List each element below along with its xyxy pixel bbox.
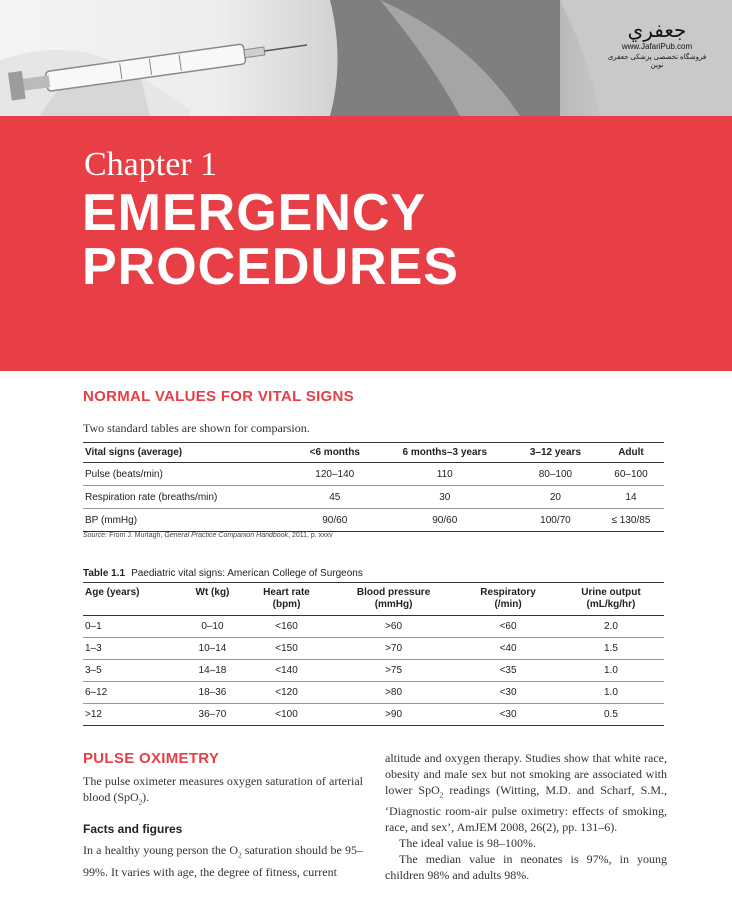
table-cell: >60 [329,616,458,638]
publisher-logo: جعفري [627,18,687,42]
column-header: 6 months–3 years [377,443,513,463]
table-cell: 90/60 [377,509,513,532]
table-cell: 14–18 [181,660,244,682]
table-cell: <120 [244,682,329,704]
table-cell: 120–140 [293,463,377,486]
table-cell: 0–10 [181,616,244,638]
table-cell: <60 [458,616,558,638]
source-page: , 2011, p. xxxv [288,532,333,539]
column-header-unit: (mL/kg/hr) [586,599,636,610]
vital-signs-table [83,442,664,532]
source-label: Source: [83,532,108,539]
publisher-tagline: فروشگاه تخصصی پزشکی جعفری نوین [607,54,707,69]
column-header: Adult [598,443,664,463]
header-photo [0,0,732,116]
column-header-line: Respiratory [480,587,536,598]
table-cell: 110 [377,463,513,486]
text-run: The pulse oximeter measures oxygen saturation of arterial blood (SpO [83,774,363,804]
publisher-watermark [602,20,712,69]
table-cell: >70 [329,638,458,660]
table-cell: <30 [458,682,558,704]
text-run: readings (Witting, M.D. and Scharf, S.M., ‘Diagnostic room-air pulse oximetry: effects of smoking, race, and sex’, AmJEM 2008, 26(2), pp. 131–6). [385,783,667,835]
facts-and-figures-heading: Facts and figures [83,822,183,837]
chapter-title-line-1: EMERGENCY [82,184,427,242]
column-header [83,583,181,616]
table-caption-text: Paediatric vital signs: American College of Surgeons [131,568,363,579]
table-cell: 80–100 [513,463,598,486]
table-cell: Respiration rate (breaths/min) [83,486,293,509]
section-intro: Two standard tables are shown for comparsion. [83,421,310,435]
chapter-title [82,186,459,294]
table-row [83,682,664,704]
column-header-line: Heart rate [263,587,310,598]
table-row [83,463,664,486]
column-header [558,583,664,616]
table-cell: >75 [329,660,458,682]
table-cell: 60–100 [598,463,664,486]
column-header [181,583,244,616]
table-cell: 90/60 [293,509,377,532]
column-header-line: Urine output [581,587,641,598]
table-row [83,704,664,726]
table-cell: 1–3 [83,638,181,660]
pulse-oximetry-left-column [83,750,363,880]
table-cell: 0.5 [558,704,664,726]
table-cell: >80 [329,682,458,704]
table-cell: <30 [458,704,558,726]
table-header-row [83,583,664,616]
column-header-unit: (bpm) [272,599,301,610]
source-text: From J. Murtagh, [107,532,165,539]
table-cell: 14 [598,486,664,509]
column-header-unit: (/min) [494,599,522,610]
column-header-unit: (mmHg) [374,599,413,610]
table-cell: <140 [244,660,329,682]
table-cell: >12 [83,704,181,726]
table-cell: 18–36 [181,682,244,704]
section-heading-vital-signs: NORMAL VALUES FOR VITAL SIGNS [83,388,354,405]
table-cell: 30 [377,486,513,509]
table-row [83,638,664,660]
table-cell: >90 [329,704,458,726]
table-cell: <160 [244,616,329,638]
text-run: In a healthy young person the O [83,843,239,858]
table-cell: 45 [293,486,377,509]
studies-paragraph [385,750,667,835]
text-run: ). [142,790,150,804]
text-run: altitude and oxygen therapy. Studies show that white race, obesity and male sex but not smoking are associated with lower SpO [385,751,667,797]
subscript: 2 [439,791,444,800]
column-header-line: Age (years) [85,587,140,598]
column-header [458,583,558,616]
table-cell: <100 [244,704,329,726]
table-cell: 1.0 [558,682,664,704]
table-header-row [83,443,664,463]
chapter-number: Chapter 1 [84,146,218,183]
subscript: 2 [238,851,242,860]
column-header-line: Blood pressure [356,587,431,598]
median-value-paragraph: The median value in neonates is 97%, in young children 98% and adults 98%. [385,852,667,883]
text-run: saturation should be 95–99%. It varies with age, the degree of fitness, current [83,843,363,879]
table-cell: Pulse (beats/min) [83,463,293,486]
source-book-title: General Practice Companion Handbook [164,532,289,539]
column-header-line: Wt (kg) [195,587,230,598]
table-cell: <40 [458,638,558,660]
table-cell: BP (mmHg) [83,509,293,532]
column-header [244,583,329,616]
table-cell: ≤ 130/85 [598,509,664,532]
pulse-oximetry-intro [83,773,363,810]
chapter-banner [0,116,732,371]
column-header [329,583,458,616]
table-cell: 100/70 [513,509,598,532]
section-heading-pulse-oximetry: PULSE OXIMETRY [83,750,220,767]
table-source-note [83,532,333,539]
table-row [83,486,664,509]
table-cell: 36–70 [181,704,244,726]
table-row [83,509,664,532]
subscript: 2 [138,798,143,807]
table-cell: 20 [513,486,598,509]
table-caption [83,568,363,579]
ideal-value-paragraph: The ideal value is 98–100%. [399,836,536,851]
table-cell: 2.0 [558,616,664,638]
column-header: 3–12 years [513,443,598,463]
table-cell: <35 [458,660,558,682]
pulse-oximetry-right-column [385,750,667,883]
table-cell: 1.0 [558,660,664,682]
table-cell: <150 [244,638,329,660]
table-caption-label: Table 1.1 [83,568,126,579]
table-row [83,616,664,638]
table-cell: 10–14 [181,638,244,660]
column-header: <6 months [293,443,377,463]
table-cell: 6–12 [83,682,181,704]
table-cell: 1.5 [558,638,664,660]
chapter-title-line-2: PROCEDURES [82,238,459,296]
table-cell: 0–1 [83,616,181,638]
publisher-url[interactable]: www.JafariPub.com [621,42,693,51]
facts-paragraph [83,842,363,879]
column-header: Vital signs (average) [83,443,293,463]
table-cell: 3–5 [83,660,181,682]
paediatric-vitals-table [83,582,664,726]
table-row [83,660,664,682]
